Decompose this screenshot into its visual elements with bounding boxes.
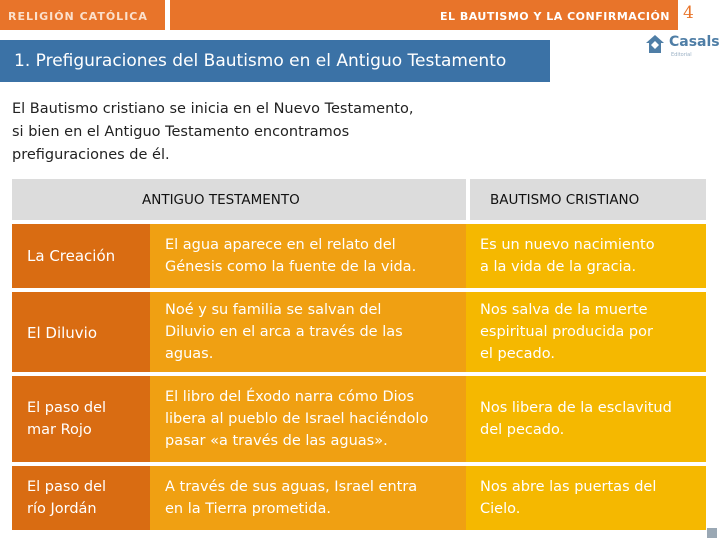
baptism-cell <box>466 224 706 288</box>
unit-title: EL BAUTISMO Y LA CONFIRMACIÓN <box>439 10 670 23</box>
header-old-label: ANTIGUO TESTAMENTO <box>142 192 300 208</box>
logo-name: Casals <box>669 34 720 50</box>
intro-line: si bien en el Antiguo Testamento encontramos <box>12 124 350 140</box>
old-line: Noé y su familia se salvan del <box>165 302 382 318</box>
old-testament-cell <box>150 466 466 530</box>
section-title: 1. Prefiguraciones del Bautismo en el Antiguo Testamento <box>14 51 507 71</box>
old-line: El agua aparece en el relato del <box>165 237 396 253</box>
old-testament-cell <box>150 376 466 462</box>
baptism-cell <box>466 292 706 372</box>
new-line: Nos salva de la muerte <box>480 302 648 318</box>
event-line: El paso del <box>27 479 107 495</box>
new-line: Cielo. <box>480 501 521 517</box>
old-testament-cell <box>150 224 466 288</box>
old-line: en la Tierra prometida. <box>165 501 331 517</box>
subject-bar <box>0 0 165 30</box>
event-line: El paso del <box>27 400 107 416</box>
house-logo-icon <box>645 33 665 55</box>
baptism-cell <box>466 376 706 462</box>
intro-paragraph <box>12 98 482 167</box>
event-line: El Diluvio <box>27 323 98 342</box>
event-line: río Jordán <box>27 501 97 517</box>
old-line: A través de sus aguas, Israel entra <box>165 479 418 495</box>
baptism-cell <box>466 466 706 530</box>
event-line: La Creación <box>27 246 116 265</box>
event-cell <box>12 466 150 530</box>
old-line: aguas. <box>165 346 214 362</box>
header-christian-baptism <box>470 179 706 220</box>
subject-label: RELIGIÓN CATÓLICA <box>8 10 148 23</box>
new-line: espiritual producida por <box>480 324 653 340</box>
event-cell <box>12 376 150 462</box>
old-testament-cell <box>150 292 466 372</box>
event-cell <box>12 292 150 372</box>
header-old-testament <box>12 179 466 220</box>
header-new-label: BAUTISMO CRISTIANO <box>490 192 640 208</box>
new-line: Nos abre las puertas del <box>480 479 657 495</box>
old-line: Diluvio en el arca a través de las <box>165 324 403 340</box>
new-line: Nos libera de la esclavitud <box>480 400 672 416</box>
intro-line: prefiguraciones de él. <box>12 147 170 163</box>
intro-line: El Bautismo cristiano se inicia en el Nuevo Testamento, <box>12 101 414 117</box>
event-cell <box>12 224 150 288</box>
publisher-logo <box>645 33 720 63</box>
old-line: Génesis como la fuente de la vida. <box>165 259 417 275</box>
page-number: 4 <box>683 3 694 23</box>
old-line: pasar «a través de las aguas». <box>165 433 388 449</box>
logo-subtitle: Editorial <box>671 52 692 58</box>
event-line: mar Rojo <box>27 422 92 438</box>
new-line: Es un nuevo nacimiento <box>480 237 655 253</box>
new-line: el pecado. <box>480 346 555 362</box>
old-line: El libro del Éxodo narra cómo Dios <box>165 389 415 405</box>
section-header <box>0 40 550 82</box>
new-line: del pecado. <box>480 422 565 438</box>
unit-bar <box>170 0 678 30</box>
old-line: libera al pueblo de Israel haciéndolo <box>165 411 429 427</box>
new-line: a la vida de la gracia. <box>480 259 637 275</box>
nav-corner-icon[interactable] <box>707 528 717 538</box>
